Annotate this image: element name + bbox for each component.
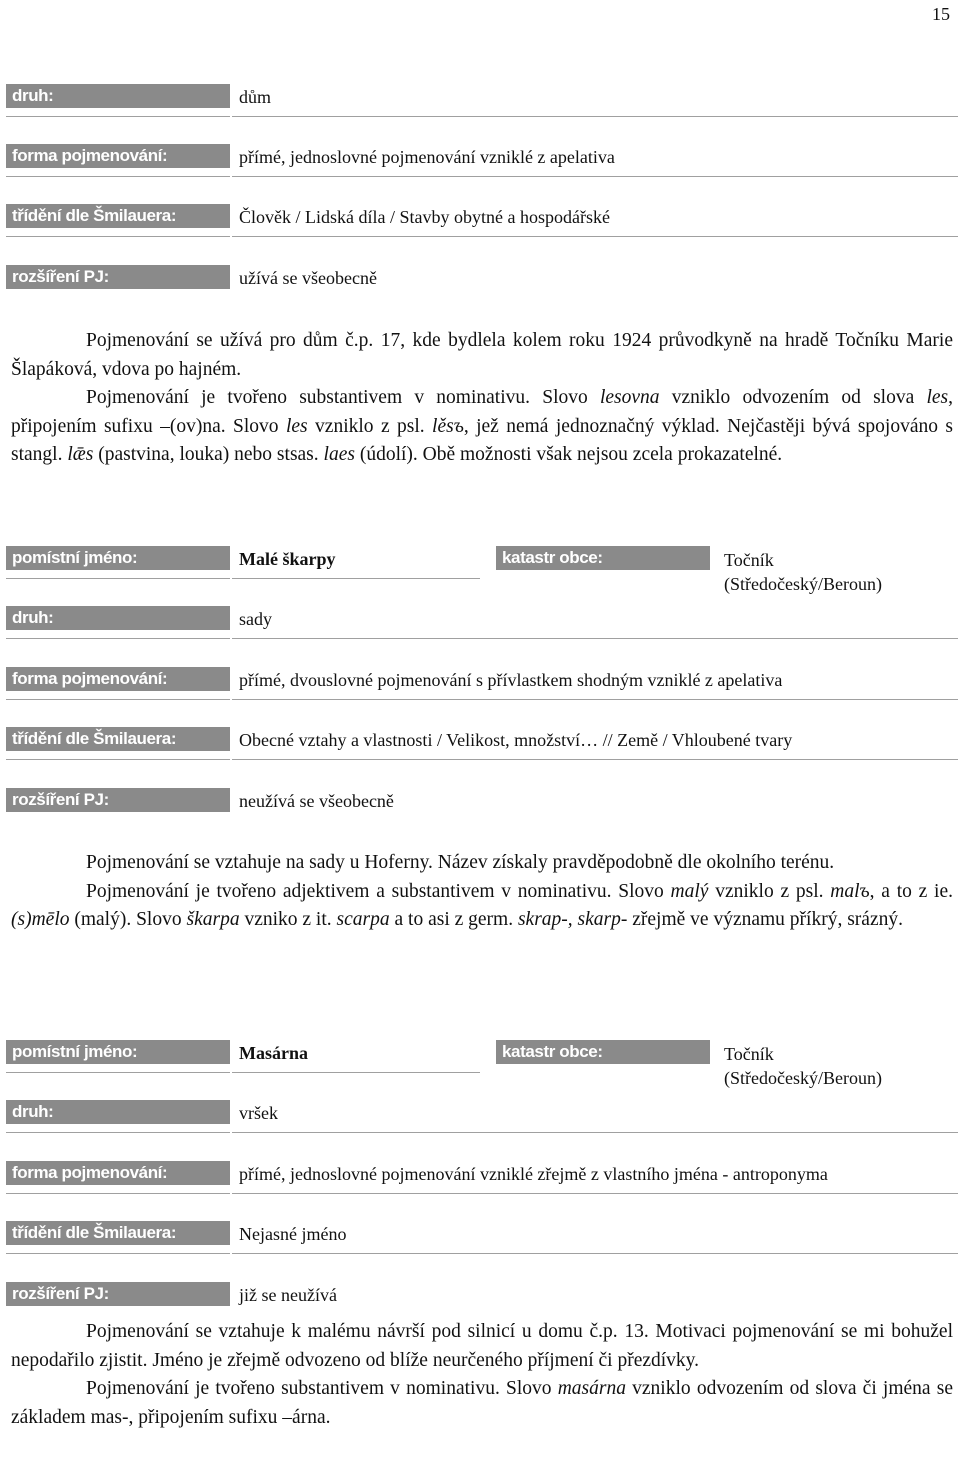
entry1-description <box>11 327 953 470</box>
druh-value: dům <box>239 87 272 107</box>
katastr-region: (Středočeský/Beroun) <box>724 1068 882 1088</box>
divider <box>6 116 230 117</box>
divider <box>232 638 958 639</box>
divider <box>6 1193 230 1194</box>
trideni-label: třídění dle Šmilauera: <box>6 1221 230 1245</box>
katastr-region: (Středočeský/Beroun) <box>724 574 882 594</box>
divider <box>232 1072 480 1073</box>
description-paragraph: Pojmenování se užívá pro dům č.p. 17, kde bydlela kolem roku 1924 průvodkyně na hradě Točníku Marie Šlapáková, vdova po hajném. <box>11 330 953 380</box>
etymology-paragraph: Pojmenování je tvořeno substantivem v nominativu. Slovo lesovna vzniklo odvozením od slova les, připojením sufixu –(ov)na. Slovo les vzniklo z psl. lěsъ, jež nemá jednoznačný výklad. Nejčastěji bývá spojováno s stangl. lǣs (pastvina, louka) nebo stsas. laes (údolí). Obě možnosti však nejsou zcela prokazatelné. <box>11 387 953 465</box>
katastr-label: katastr obce: <box>496 1040 710 1064</box>
forma-value: přímé, jednoslovné pojmenování vzniklé zřejmě z vlastního jména - antroponyma <box>239 1164 828 1184</box>
divider <box>232 699 958 700</box>
entry2-description <box>11 849 953 935</box>
divider <box>6 1072 230 1073</box>
pomistni-label: pomístní jméno: <box>6 1040 230 1064</box>
entry3-trideni-row <box>0 1221 960 1261</box>
place-name: Malé škarpy <box>239 549 336 569</box>
divider <box>232 1193 958 1194</box>
divider <box>232 1253 958 1254</box>
divider <box>232 176 958 177</box>
forma-value: přímé, dvouslovné pojmenování s přívlastkem shodným vzniklé z apelativa <box>239 670 783 690</box>
katastr-value <box>724 1042 882 1090</box>
forma-value: přímé, jednoslovné pojmenování vzniklé z apelativa <box>239 147 615 167</box>
entry1-forma-row <box>0 144 960 184</box>
katastr-label: katastr obce: <box>496 546 710 570</box>
entry2-forma-row <box>0 667 960 707</box>
divider <box>6 1253 230 1254</box>
pomistni-label: pomístní jméno: <box>6 546 230 570</box>
druh-label: druh: <box>6 84 230 108</box>
divider <box>6 1132 230 1133</box>
rozsireni-label: rozšíření PJ: <box>6 265 230 289</box>
katastr-obec: Točník <box>724 1044 774 1064</box>
entry3-rozsireni-row <box>0 1282 960 1322</box>
entry2-rozsireni-row <box>0 788 960 828</box>
katastr-value <box>724 548 882 596</box>
trideni-value: Člověk / Lidská díla / Stavby obytné a hospodářské <box>239 207 610 227</box>
forma-label: forma pojmenování: <box>6 144 230 168</box>
entry2-trideni-row <box>0 727 960 767</box>
trideni-value: Nejasné jméno <box>239 1224 347 1244</box>
etymology-paragraph: Pojmenování je tvořeno adjektivem a substantivem v nominativu. Slovo malý vzniklo z psl. malъ, a to z ie. (s)mēlo (malý). Slovo škarpa vzniko z it. scarpa a to asi z germ. skrap-, skarp- zřejmě ve významu příkrý, srázný. <box>11 880 953 930</box>
rozsireni-value: neužívá se všeobecně <box>239 791 394 811</box>
divider <box>6 638 230 639</box>
druh-value: vršek <box>239 1103 278 1123</box>
divider <box>6 176 230 177</box>
trideni-label: třídění dle Šmilauera: <box>6 727 230 751</box>
entry3-forma-row <box>0 1161 960 1201</box>
druh-label: druh: <box>6 606 230 630</box>
rozsireni-value: užívá se všeobecně <box>239 268 377 288</box>
entry1-druh-row <box>0 84 960 124</box>
entry1-trideni-row <box>0 204 960 244</box>
druh-label: druh: <box>6 1100 230 1124</box>
entry1-rozsireni-row <box>0 265 960 305</box>
forma-label: forma pojmenování: <box>6 1161 230 1185</box>
divider <box>6 699 230 700</box>
place-name: Masárna <box>239 1043 308 1063</box>
divider <box>232 1132 958 1133</box>
forma-label: forma pojmenování: <box>6 667 230 691</box>
rozsireni-value: již se neužívá <box>239 1285 337 1305</box>
trideni-value: Obecné vztahy a vlastnosti / Velikost, množství… // Země / Vhloubené tvary <box>239 730 793 750</box>
divider <box>232 759 958 760</box>
trideni-label: třídění dle Šmilauera: <box>6 204 230 228</box>
description-paragraph: Pojmenování se vztahuje k malému návrší pod silnicí u domu č.p. 13. Motivaci pojmenování se mi bohužel nepodařilo zjistit. Jméno je zřejmě odvozeno od blíže neurčeného příjmení či přezdívky. <box>11 1321 953 1371</box>
etymology-paragraph: Pojmenování je tvořeno substantivem v nominativu. Slovo masárna vzniklo odvozením od slova či jména se základem mas-, připojením sufixu –árna. <box>11 1378 954 1428</box>
divider <box>6 759 230 760</box>
entry3-header-row <box>0 1040 960 1100</box>
entry3-druh-row <box>0 1100 960 1140</box>
divider <box>232 578 480 579</box>
divider <box>6 578 230 579</box>
katastr-obec: Točník <box>724 550 774 570</box>
entry2-header-row <box>0 546 960 606</box>
divider <box>232 116 958 117</box>
rozsireni-label: rozšíření PJ: <box>6 1282 230 1306</box>
druh-value: sady <box>239 609 272 629</box>
divider <box>232 236 958 237</box>
divider <box>6 236 230 237</box>
entry2-druh-row <box>0 606 960 646</box>
rozsireni-label: rozšíření PJ: <box>6 788 230 812</box>
entry3-description <box>11 1318 953 1432</box>
page-number: 15 <box>932 4 950 24</box>
description-paragraph: Pojmenování se vztahuje na sady u Hoferny. Název získaly pravděpodobně dle okolního terénu. <box>86 852 835 873</box>
